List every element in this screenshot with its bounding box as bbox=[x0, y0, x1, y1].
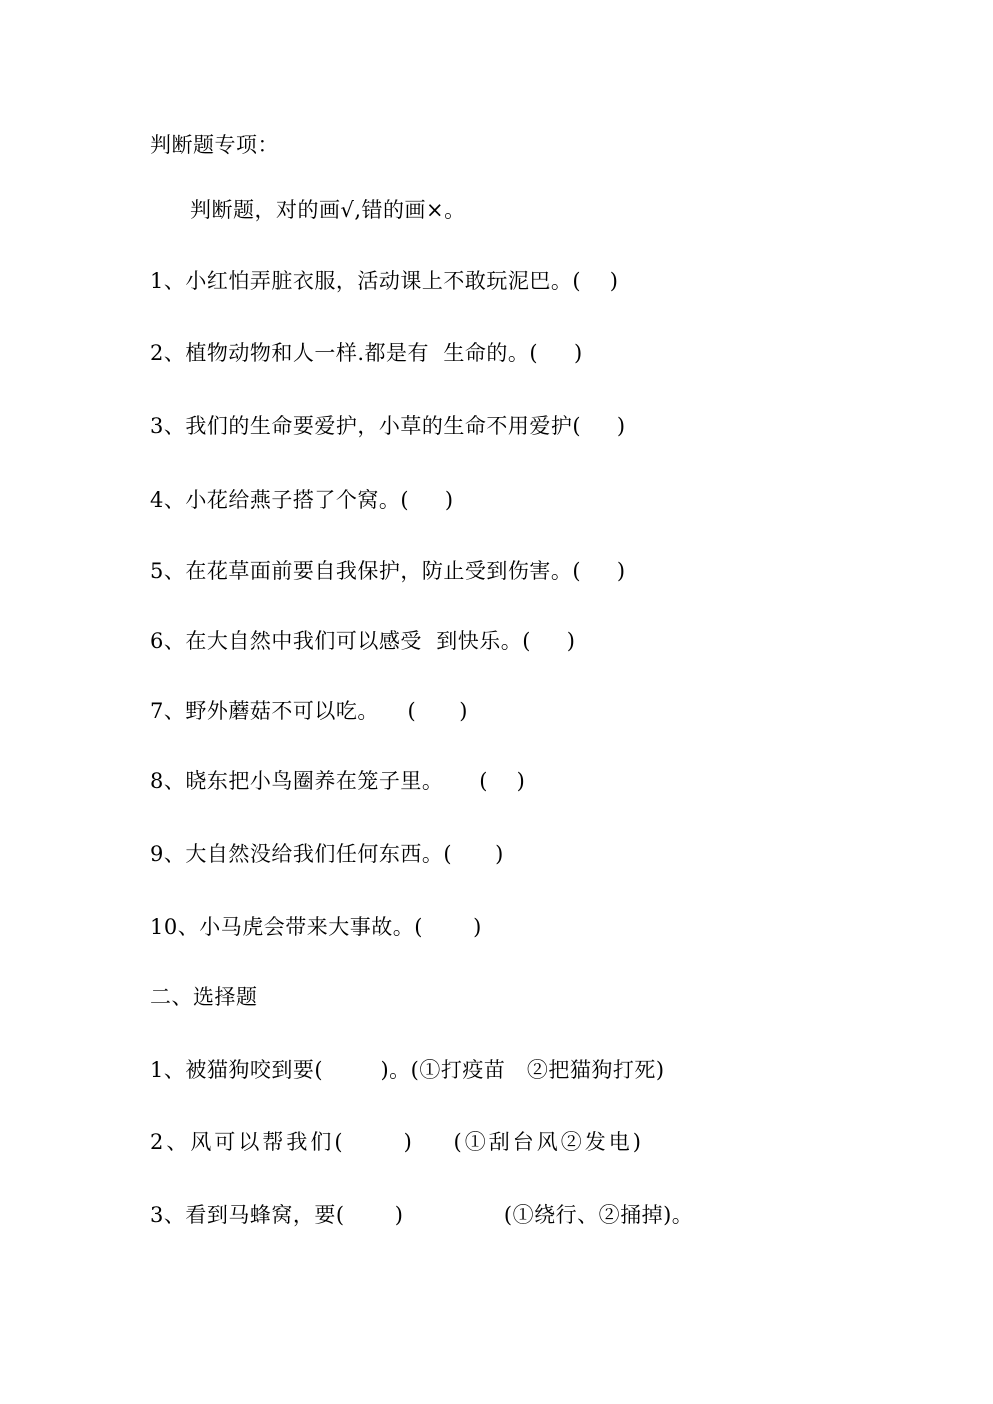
judgment-item-7: 7、野外蘑菇不可以吃。 ( ) bbox=[150, 699, 468, 723]
judgment-item-3: 3、我们的生命要爱护，小草的生命不用爱护( ) bbox=[150, 414, 626, 438]
choice-item-1: 1、被猫狗咬到要( )。(①打疫苗 ②把猫狗打死) bbox=[150, 1058, 665, 1082]
judgment-item-8: 8、晓东把小鸟圈养在笼子里。 ( ) bbox=[150, 769, 526, 793]
judgment-item-6: 6、在大自然中我们可以感受 到快乐。( ) bbox=[150, 629, 576, 653]
choice-item-3: 3、看到马蜂窝，要( ) (①绕行、②捅掉)。 bbox=[150, 1203, 694, 1227]
judgment-item-10: 10、小马虎会带来大事故。( ) bbox=[150, 915, 482, 939]
choice-section-title: 二、选择题 bbox=[150, 985, 258, 1009]
judgment-item-2: 2、植物动物和人一样.都是有 生命的。( ) bbox=[150, 341, 583, 365]
judgment-item-4: 4、小花给燕子搭了个窝。( ) bbox=[150, 488, 454, 512]
choice-item-2: 2、风可以帮我们( ) (①刮台风②发电) bbox=[150, 1130, 644, 1154]
instruction-text: 判断题，对的画√,错的画×。 bbox=[190, 198, 466, 222]
judgment-item-1: 1、小红怕弄脏衣服，活动课上不敢玩泥巴。( ) bbox=[150, 269, 619, 293]
judgment-item-9: 9、大自然没给我们任何东西。( ) bbox=[150, 842, 504, 866]
section-title: 判断题专项： bbox=[150, 133, 279, 157]
judgment-item-5: 5、在花草面前要自我保护，防止受到伤害。( ) bbox=[150, 559, 626, 583]
